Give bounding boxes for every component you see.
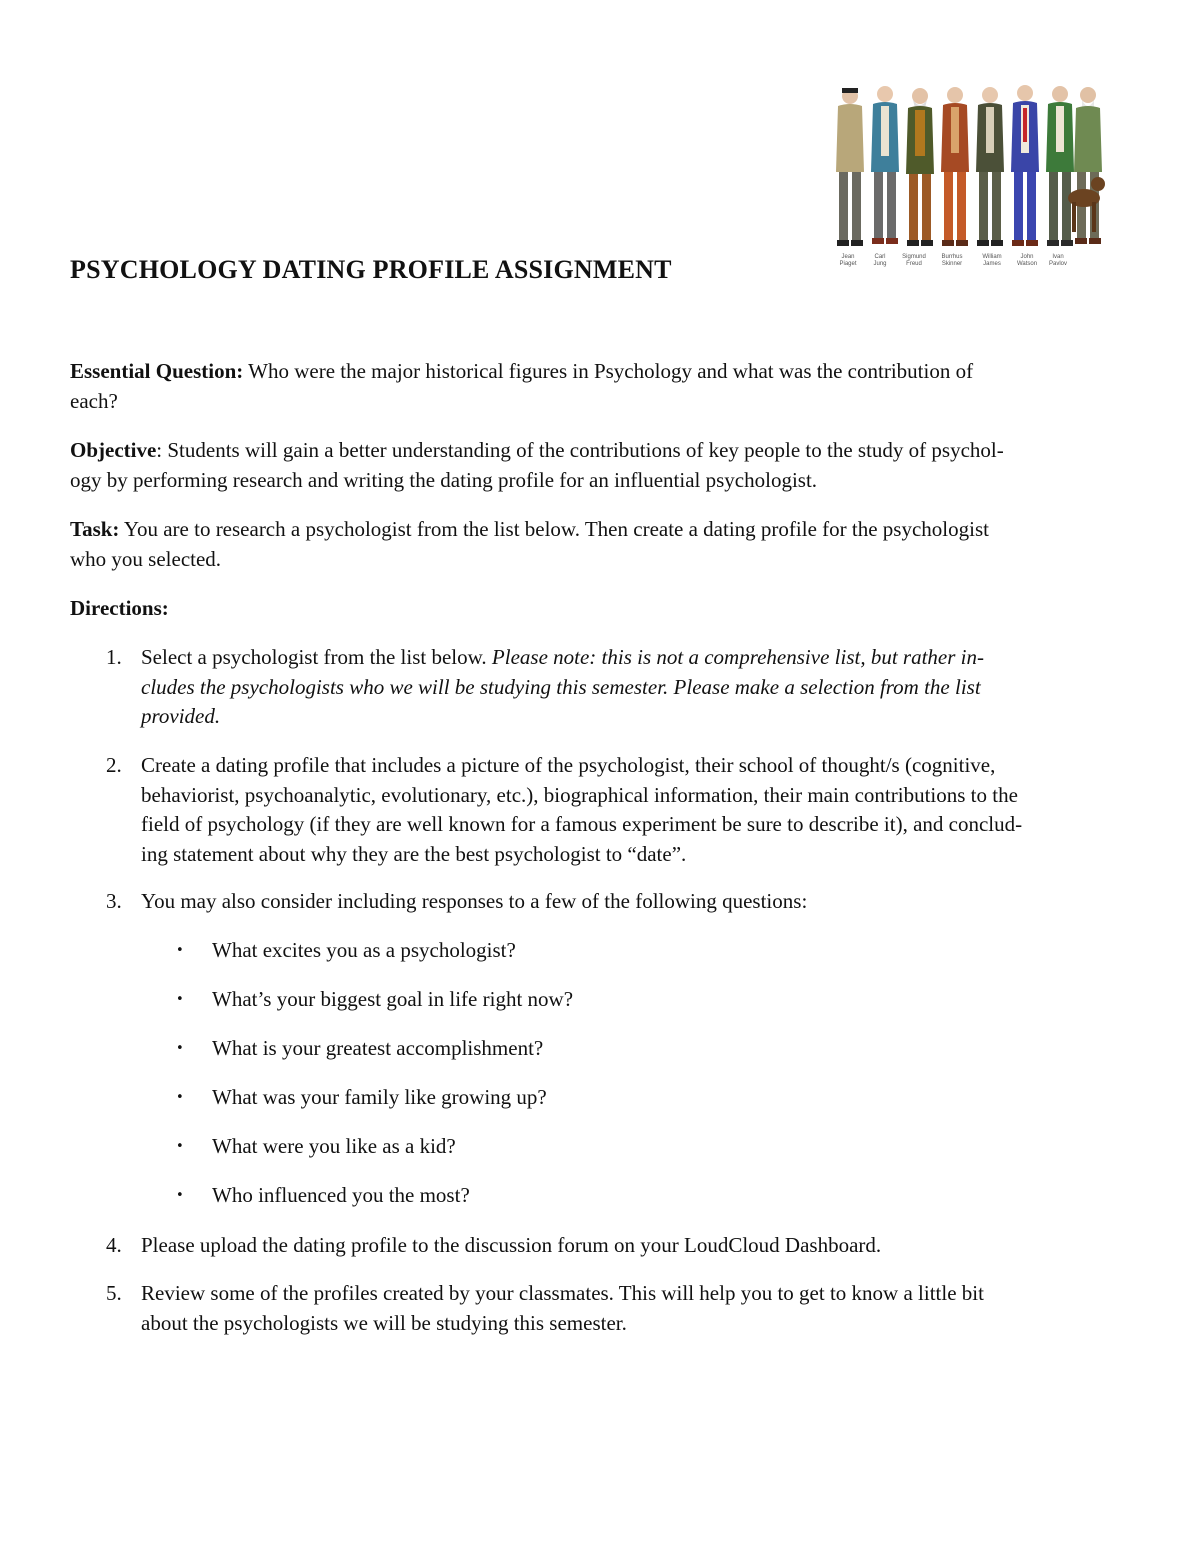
list-number: 3. bbox=[106, 889, 122, 913]
list-item-text bbox=[141, 887, 1136, 917]
caption-5-last: James bbox=[983, 261, 1001, 267]
essential-question-paragraph bbox=[70, 357, 1130, 416]
bullet-marker: • bbox=[176, 1090, 184, 1105]
bullet-marker: • bbox=[176, 943, 184, 958]
figure-5 bbox=[976, 87, 1004, 246]
step-2-line-2: behaviorist, psychoanalytic, evolutionary, etc.), biographical information, their main contributions to the bbox=[141, 782, 1018, 807]
bullet-marker: • bbox=[176, 992, 184, 1007]
step-4-line-1: Please upload the dating profile to the discussion forum on your LoudCloud Dashboard. bbox=[141, 1233, 882, 1257]
task-text-line-1: You are to research a psychologist from the list below. Then create a dating profile for the psychologist bbox=[119, 517, 989, 541]
caption-3-last: Freud bbox=[906, 261, 922, 267]
caption-5-first: William bbox=[982, 254, 1002, 260]
bullet-marker: • bbox=[176, 1139, 184, 1154]
figure-6 bbox=[1011, 85, 1039, 246]
name-captions bbox=[839, 254, 1067, 267]
question-text: What is your greatest accomplishment? bbox=[212, 1036, 544, 1060]
step-2-line-1: Create a dating profile that includes a picture of the psychologist, their school of thought/s (cognitive, bbox=[141, 753, 996, 777]
list-item-text bbox=[141, 1279, 1136, 1338]
caption-6-first: John bbox=[1020, 254, 1034, 260]
dog bbox=[1068, 177, 1105, 232]
caption-4-first: Burrhus bbox=[941, 254, 963, 260]
caption-6-last: Watson bbox=[1016, 261, 1038, 267]
step-1-line-1-plain: Select a psychologist from the list below. bbox=[141, 645, 492, 669]
figure-8 bbox=[1074, 87, 1102, 244]
essential-question-label: Essential Question: bbox=[70, 359, 244, 383]
caption-4-last: Skinner bbox=[941, 261, 963, 267]
list-number: 4. bbox=[106, 1233, 122, 1257]
list-number: 2. bbox=[106, 753, 122, 777]
list-number: 1. bbox=[106, 645, 122, 669]
list-item-text bbox=[141, 643, 1136, 732]
figure-3 bbox=[906, 88, 934, 246]
bullet-marker: • bbox=[176, 1188, 184, 1203]
bullet-marker: • bbox=[176, 1041, 184, 1056]
question-text: What were you like as a kid? bbox=[212, 1134, 456, 1158]
directions-heading: Directions: bbox=[70, 596, 169, 620]
task-paragraph bbox=[70, 515, 1130, 574]
objective-label: Objective bbox=[70, 438, 157, 462]
caption-2-last: Jung bbox=[873, 261, 887, 267]
caption-1-last: Piaget bbox=[839, 261, 857, 267]
caption-1-first: Jean bbox=[841, 254, 855, 260]
step-1-line-2-italic: cludes the psychologists who we will be studying this semester. Please make a selection from the list bbox=[141, 674, 981, 699]
step-5-line-1: Review some of the profiles created by your classmates. This will help you to get to know a little bit bbox=[141, 1281, 984, 1305]
step-1-line-1-italic: Please note: this is not a comprehensive list, but rather in- bbox=[491, 645, 984, 669]
caption-3-first: Sigmund bbox=[902, 254, 926, 260]
objective-text-line-2: ogy by performing research and writing the dating profile for an influential psychologist. bbox=[70, 467, 818, 492]
step-1-line-3-italic: provided. bbox=[141, 704, 221, 728]
psychologists-illustration bbox=[822, 80, 1112, 280]
question-text: What excites you as a psychologist? bbox=[212, 938, 516, 962]
figure-7 bbox=[1046, 86, 1074, 246]
task-label: Task: bbox=[70, 517, 120, 541]
step-5-line-2: about the psychologists we will be studying this semester. bbox=[141, 1310, 627, 1335]
step-3-line-1: You may also consider including responses to a few of the following questions: bbox=[141, 889, 808, 913]
question-text: Who influenced you the most? bbox=[212, 1183, 470, 1207]
objective-paragraph bbox=[70, 436, 1130, 495]
figure-1 bbox=[836, 88, 864, 246]
question-text: What was your family like growing up? bbox=[212, 1085, 547, 1109]
figure-4 bbox=[941, 87, 969, 246]
objective-text-line-1: : Students will gain a better understanding of the contributions of key people to the study of psychol- bbox=[156, 438, 1004, 462]
caption-2-first: Carl bbox=[874, 254, 886, 260]
step-2-line-4: ing statement about why they are the best psychologist to “date”. bbox=[141, 841, 687, 866]
figure-2 bbox=[871, 86, 899, 244]
essential-question-text-line-2: each? bbox=[70, 388, 118, 413]
question-text: What’s your biggest goal in life right now? bbox=[212, 987, 574, 1011]
document-title: PSYCHOLOGY DATING PROFILE ASSIGNMENT bbox=[70, 255, 672, 284]
caption-7-last: Pavlov bbox=[1048, 261, 1068, 267]
list-item-text bbox=[141, 751, 1136, 869]
list-item-text bbox=[141, 1231, 1136, 1261]
psychologists-figures-image bbox=[822, 80, 1112, 280]
essential-question-text-line-1: Who were the major historical figures in Psychology and what was the contribution of bbox=[243, 359, 974, 383]
caption-7-first: Ivan bbox=[1052, 254, 1064, 260]
list-number: 5. bbox=[106, 1281, 122, 1305]
task-text-line-2: who you selected. bbox=[70, 546, 222, 571]
step-2-line-3: field of psychology (if they are well known for a famous experiment be sure to describe it), and conclud- bbox=[141, 812, 1023, 836]
